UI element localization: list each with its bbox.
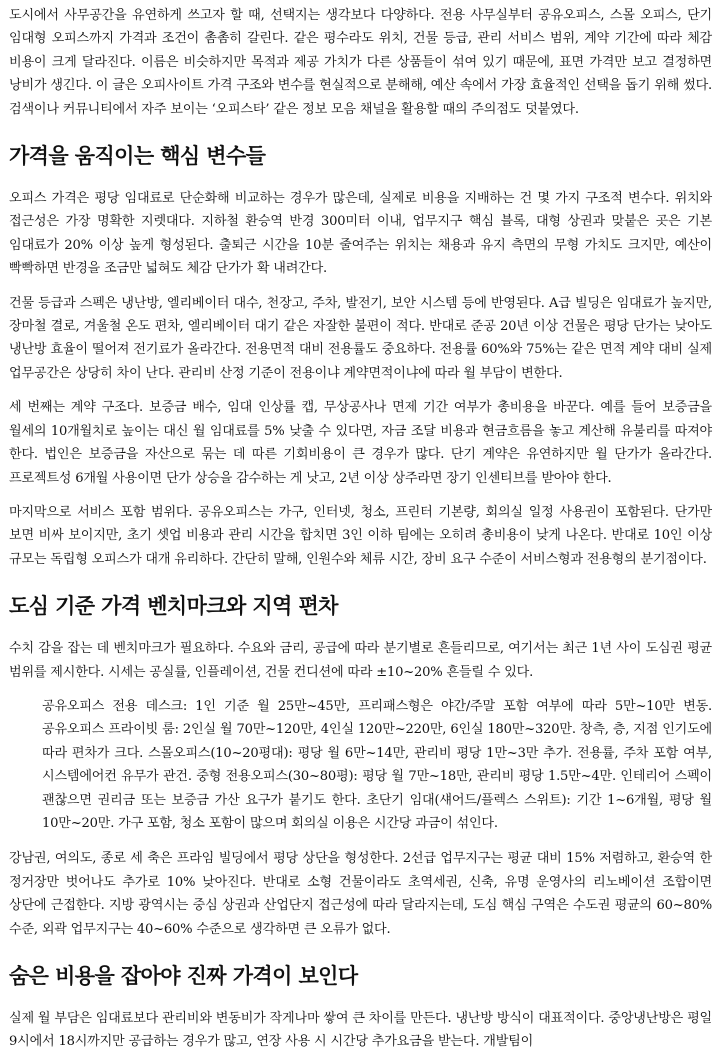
benchmark-blockquote xyxy=(9,695,712,835)
section-heading: 도심 기준 가격 벤치마크와 지역 편차 xyxy=(9,594,338,619)
paragraph: 강남권, 여의도, 종로 세 축은 프라임 빌딩에서 평당 상단을 형성한다. 2선급 업무지구는 평균 대비 15% 저렴하고, 환승역 한 정거장만 벗어나도 추가로 10% 낮아진다. 반대로 소형 건물이라도 초역세권, 신축, 유명 운영사의 리노베이션 조합이면 상단에 근접한다. 지방 광역시는 중심 상권과 산업단지 접근성에 따라 달라지는데, 도심 핵심 구역은 수도권 평균의 60~80% 수준, 외곽 업무지구는 40~60% 수준으로 생각하면 큰 오류가 없다. xyxy=(9,851,712,937)
paragraph: 건물 등급과 스펙은 냉난방, 엘리베이터 대수, 천장고, 주차, 발전기, 보안 시스템 등에 반영된다. A급 빌딩은 임대료가 높지만, 장마철 결로, 겨울철 온도 편차, 엘리베이터 대기 같은 자잘한 불편이 적다. 반대로 준공 20년 이상 건물은 평당 단가는 낮아도 냉난방 효율이 떨어져 전기료가 올라간다. 전용면적 대비 전용률도 중요하다. 전용률 60%와 75%는 같은 면적 계약 대비 실제 업무공간은 상당히 차이 난다. 관리비 산정 기준이 전용이냐 계약면적이냐에 따라 월 부담이 변한다. xyxy=(9,295,712,381)
section-price-variables xyxy=(9,141,712,571)
intro-paragraph: 도시에서 사무공간을 유연하게 쓰고자 할 때, 선택지는 생각보다 다양하다. 전용 사무실부터 공유오피스, 스몰 오피스, 단기 임대형 오피스까지 가격과 조건이 촘촘히 갈린다. 같은 평수라도 위치, 건물 등급, 관리 서비스 범위, 계약 기간에 따라 체감 비용이 크게 달라진다. 이름은 비슷하지만 목적과 제공 가치가 다른 상품들이 섞여 있기 때문에, 표면 가격만 보고 결정하면 낭비가 생긴다. 이 글은 오피사이트 가격 구조와 변수를 현실적으로 분해해, 예산 속에서 가장 효율적인 선택을 돕기 위해 썼다. 검색이나 커뮤니티에서 자주 보이는 ‘오피스타’ 같은 정보 모음 채널을 활용할 때의 주의점도 덧붙였다. xyxy=(9,8,712,117)
paragraph: 실제 월 부담은 임대료보다 관리비와 변동비가 작게나마 쌓여 큰 차이를 만든다. 냉난방 방식이 대표적이다. 중앙냉난방은 평일 9시에서 18시까지만 공급하는 경우가 많고, 연장 사용 시 시간당 추가요금을 받는다. 개발팀이 xyxy=(9,1011,712,1050)
paragraph: 오피스 가격은 평당 임대료로 단순화해 비교하는 경우가 많은데, 실제로 비용을 지배하는 건 몇 가지 구조적 변수다. 위치와 접근성은 가장 명확한 지렛대다. 지하철 환승역 반경 300미터 이내, 업무지구 핵심 블록, 대형 상권과 맞붙은 곳은 기본 임대료가 20% 이상 높게 형성된다. 출퇴근 시간을 10분 줄여주는 위치는 채용과 유지 측면의 무형 가치도 크지만, 예산이 빡빡하면 반경을 조금만 넓혀도 체감 단가가 확 내려간다. xyxy=(9,191,712,277)
section-heading: 숨은 비용을 잡아야 진짜 가격이 보인다 xyxy=(9,964,358,988)
section-heading: 가격을 움직이는 핵심 변수들 xyxy=(9,144,266,169)
paragraph: 마지막으로 서비스 포함 범위다. 공유오피스는 가구, 인터넷, 청소, 프린터 기본량, 회의실 일정 사용권이 포함된다. 단가만 보면 비싸 보이지만, 초기 셋업 비용과 관리 시간을 합치면 3인 이하 팀에는 오히려 총비용이 낮게 나온다. 반대로 10인 이상 규모는 독립형 오피스가 대개 유리하다. 간단히 말해, 인원수와 체류 시간, 장비 요구 수준이 서비스형과 전용형의 분기점이다. xyxy=(9,504,712,567)
paragraph: 수치 감을 잡는 데 벤치마크가 필요하다. 수요와 금리, 공급에 따라 분기별로 흔들리므로, 여기서는 최근 1년 사이 도심권 평균 범위를 제시한다. 시세는 공실률, 인플레이션, 건물 컨디션에 따라 ±10~20% 흔들릴 수 있다. xyxy=(9,641,712,680)
article xyxy=(0,4,720,1054)
blockquote-text: 공유오피스 전용 데스크: 1인 기준 월 25만~45만, 프리패스형은 야간/주말 포함 여부에 따라 5만~10만 변동. 공유오피스 프라이빗 룸: 2인실 월 70만~120만, 4인실 120만~220만, 6인실 180만~320만. 창측, 층, 지점 인기도에 따라 편차가 크다. 스몰오피스(10~20평대): 평당 월 6만~14만, 관리비 평당 1만~3만 추가. 전용률, 주차 포함 여부, 시스템에어컨 유무가 관건. 중형 전용오피스(30~80평): 평당 월 7만~18만, 관리비 평당 1.5만~4만. 인테리어 스펙이 괜찮으면 권리금 또는 보증금 가산 요구가 붙기도 한다. 초단기 임대(섀어드/플렉스 스위트): 기간 1~6개월, 평당 월 10만~20만. 가구 포함, 청소 포함이 많으며 회의실 이용은 시간당 과금이 섞인다. xyxy=(42,698,712,831)
section-benchmark xyxy=(9,591,712,941)
paragraph: 세 번째는 계약 구조다. 보증금 배수, 임대 인상률 캡, 무상공사나 면제 기간 여부가 총비용을 바꾼다. 예를 들어 보증금을 월세의 10개월치로 높이는 대신 월 임대료를 5% 낮출 수 있다면, 자금 조달 비용과 현금흐름을 놓고 계산해 유불리를 따져야 한다. 법인은 보증금을 자산으로 묶는 데 따른 기회비용이 큰 경우가 많다. 단기 계약은 유연하지만 월 단가가 올라간다. 프로젝트성 6개월 사용이면 단가 상승을 감수하는 게 낫고, 2년 이상 상주라면 장기 인센티브를 받아야 한다. xyxy=(9,400,712,486)
section-hidden-costs xyxy=(9,961,712,1054)
